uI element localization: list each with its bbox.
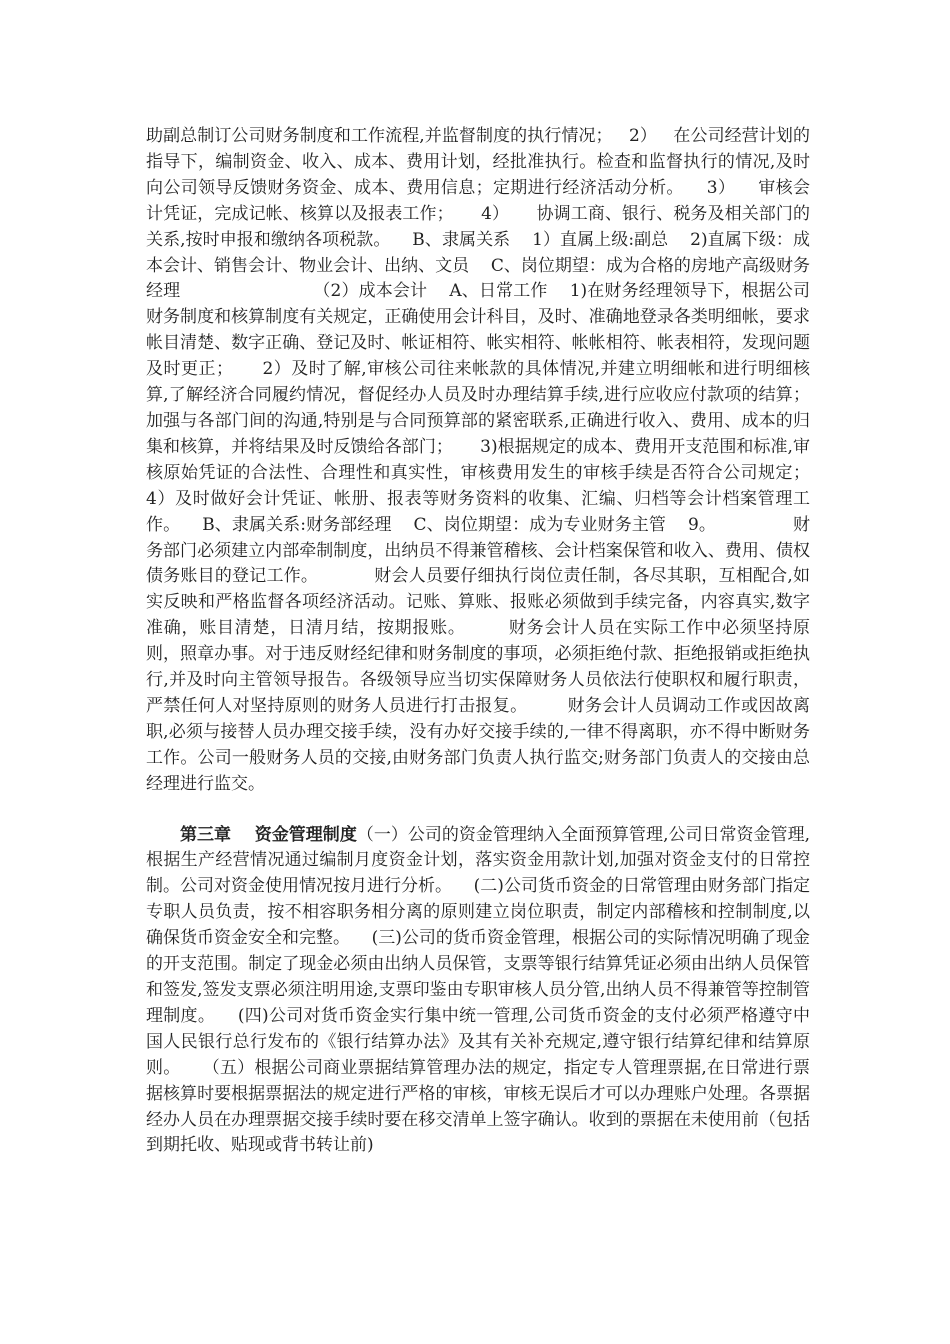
chapter-body-text: （一）公司的资金管理纳入全面预算管理,公司日常资金管理,根据生产经营情况通过编制月度资金计划，落实资金用款计划,加强对资金支付的日常控制。公司对资金使用情况按月进行分析。 (二)公司货币资金的日常管理由财务部门指定专职人员负责，按不相容职务相分离的原则建立岗位职责，制定内部稽核和控制制度,以确保货币资金安全和完整。 (三)公司的货币资金管理，根据公司的实际情况明确了现金的开支范围。制定了现金必须由出纳人员保管，支票等银行结算凭证必须由出纳人员保管和签发,签发支票必须注明用途,支票印鉴由专职审核人员分管,出纳人员不得兼管等控制管理制度。 (四)公司对货币资金实行集中统一管理,公司货币资金的支付必须严格遵守中国人民银行总行发布的《银行结算办法》及其有关补充规定,遵守银行结算纪律和结算原则。 （五）根据公司商业票据结算管理办法的规定，指定专人管理票据,在日常进行票据核算时要根据票据法的规定进行严格的审核，审核无误后才可以办理账户处理。各票据经办人员在办理票据交接手续时要在移交清单上签字确认。收到的票据在未使用前（包括到期托收、贴现或背书转让前)	[146, 824, 810, 1156]
paragraph-spacer	[146, 798, 810, 823]
chapter-title: 第三章 资金管理制度	[180, 824, 357, 845]
body-paragraph: 助副总制订公司财务制度和工作流程,并监督制度的执行情况； 2） 在公司经营计划的指导下，编制资金、收入、成本、费用计划，经批准执行。检查和监督执行的情况,及时向公司领导反馈财务资金、成本、费用信息；定期进行经济活动分析。 3） 审核会计凭证，完成记帐、核算以及报表工作； 4） 协调工商、银行、税务及相关部门的关系,按时申报和缴纳各项税款。 B、隶属关系 1）直属上级:副总 2)直属下级：成本会计、销售会计、物业会计、出纳、文员 C、岗位期望：成为合格的房地产高级财务经理 （2）成本会计 A、日常工作 1)在财务经理领导下，根据公司财务制度和核算制度有关规定，正确使用会计科目，及时、准确地登录各类明细帐，要求帐目清楚、数字正确、登记及时、帐证相符、帐实相符、帐帐相符、帐表相符，发现问题及时更正； 2）及时了解,审核公司往来帐款的具体情况,并建立明细帐和进行明细核算,了解经济合同履约情况，督促经办人员及时办理结算手续,进行应收应付款项的结算；加强与各部门间的沟通,特别是与合同预算部的紧密联系,正确进行收入、费用、成本的归集和核算，并将结果及时反馈给各部门； 3)根据规定的成本、费用开支范围和标准,审核原始凭证的合法性、合理性和真实性，审核费用发生的审核手续是否符合公司规定； 4）及时做好会计凭证、帐册、报表等财务资料的收集、汇编、归档等会计档案管理工作。 B、隶属关系:财务部经理 C、岗位期望：成为专业财务主管 9。 财务部门必须建立内部牵制制度，出纳员不得兼管稽核、会计档案保管和收入、费用、债权债务账目的登记工作。 财会人员要仔细执行岗位责任制，各尽其职，互相配合,如实反映和严格监督各项经济活动。记账、算账、报账必须做到手续完备，内容真实,数字准确，账目清楚，日清月结，按期报账。 财务会计人员在实际工作中必须坚持原则，照章办事。对于违反财经纪律和财务制度的事项，必须拒绝付款、拒绝报销或拒绝执行,并及时向主管领导报告。各级领导应当切实保障财务人员依法行使职权和履行职责，严禁任何人对坚持原则的财务人员进行打击报复。 财务会计人员调动工作或因故离职,必须与接替人员办理交接手续，没有办好交接手续的,一律不得离职，亦不得中断财务工作。公司一般财务人员的交接,由财务部门负责人执行监交;财务部门负责人的交接由总经理进行监交。	[146, 126, 838, 794]
chapter-paragraph	[146, 823, 810, 1160]
document-body	[146, 124, 838, 1159]
